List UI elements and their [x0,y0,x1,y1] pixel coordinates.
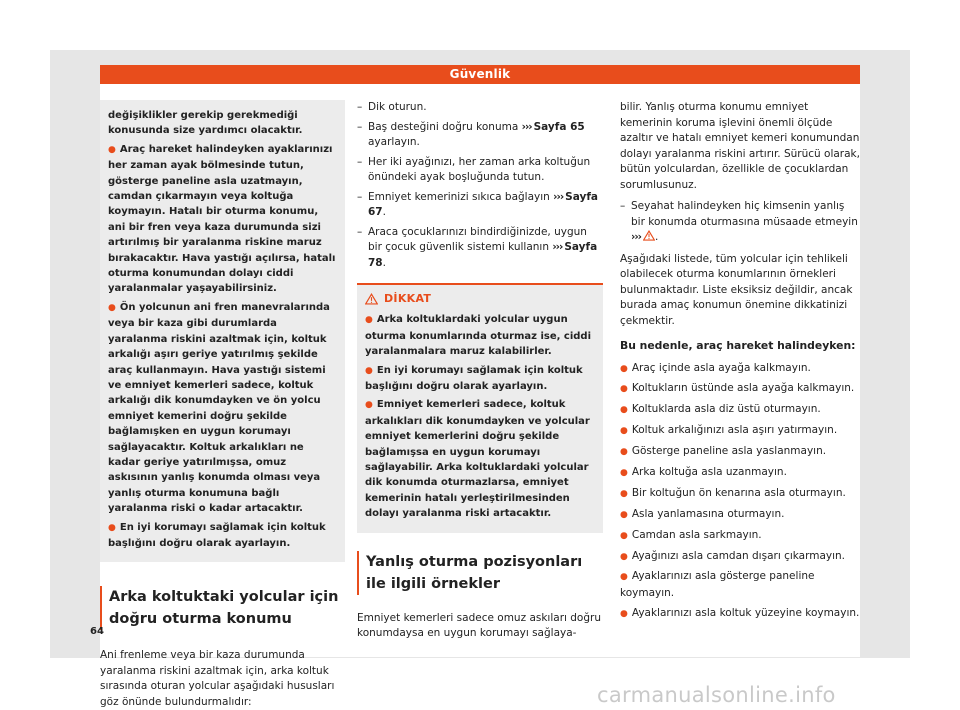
dash-item: – Dik oturun. [357,100,603,116]
list-item: ● Asla yanlamasına oturmayın. [620,507,860,524]
dash-item: – Seyahat halindeyken hiç kimsenin yanlış bir konumda oturmasına müsaade etmeyin ››› . [620,199,860,246]
warning-bullet: ● Ön yolcunun ani fren manevralarında veya bir kaza gibi durumlarda yaralanma riskini azaltmak için, koltuk arkalığı aşırı geriye yatırılmış şekilde araç kullanmayın. Hava yastığı sistemi ve emniyet kemerleri sadece, koltuk arkalığı dik konumdayken ve ön yolcu emniyet kemerini doğru şekilde bağlamışken en uygun korumayı sağlayacaktır. Koltuk arkalıkları ne kadar geriye yatırılmışsa, omuz askısının yanlış konumda olması veya yanlış oturma konumuna bağlı yaralanma riski o kadar artacaktır. [108,300,336,517]
warning-paragraph: değişiklikler gerekip gerekmediği konusunda size yardımcı olacaktır. [108,110,303,137]
list-item: ● Koltuklarda asla diz üstü oturmayın. [620,402,860,419]
warning-heading [365,291,594,306]
list-item: ● Camdan asla sarkmayın. [620,528,860,545]
list-item: ● Gösterge paneline asla yaslanmayın. [620,444,860,461]
dash-item: – Emniyet kemerinizi sıkıca bağlayın ››› Sayfa 67. [357,190,603,221]
page-ref-link[interactable]: Sayfa 78 [368,241,598,269]
body-text: Emniyet kemerleri sadece omuz askıları doğru konumdaysa en uygun korumayı sağlaya- [357,611,601,640]
body-text: Ani frenleme veya bir kaza durumunda yaralanma riskini azaltmak için, arka koltuk sırasında oturan yolcular aşağıdaki hususları göz önünde bulundurmalıdır: [100,649,335,708]
page-ref-link[interactable]: Sayfa 67 [368,190,598,218]
warning-bullet: ● Emniyet kemerleri sadece, koltuk arkalıkları dik konumdayken ve yolcular emniyet kemerlerini doğru şekilde bağlamışsa en uygun korumayı sağlayabilir. Arka koltuklardaki yolcular dik konumda oturmazlarsa, emniyet kemerinin hatalı yerleştirilmesinden dolayı yaralanma riski artacaktır. [365,397,594,521]
warning-bullet: ● En iyi korumayı sağlamak için koltuk başlığını doğru olarak ayarlayın. [108,520,336,552]
page-ref-link[interactable]: Sayfa 65 [533,120,585,133]
warning-box-continued [100,100,345,562]
list-item: ● Bir koltuğun ön kenarına asla oturmayın. [620,486,860,503]
warning-triangle-icon [365,293,378,305]
watermark: carmanualsonline.info [597,683,836,707]
link-arrows-icon: ››› [631,231,641,243]
warning-bullet: ● Arka koltuklardaki yolcular uygun oturma konumlarında oturmaz ise, ciddi yaralanmalara maruz kalabilirler. [365,312,594,359]
page-number: 64 [90,626,104,637]
section-title-wrong-positions: Yanlış oturma pozisyonları ile ilgili örnekler [357,551,603,595]
body-text: Aşağıdaki listede, tüm yolcular için tehlikeli olabilecek oturma konumlarının örnekleri bulunmaktadır. Liste eksiksiz değildir, ancak burada amaç konumun önemine dikkatinizi çekmektir. [620,252,853,327]
list-item: ● Ayaklarınızı asla koltuk yüzeyine koymayın. [620,606,860,623]
warning-heading-label: DİKKAT [384,292,432,305]
column-middle [357,100,603,642]
body-text: bilir. Yanlış oturma konumu emniyet kemerinin koruma işlevini önemli ölçüde azaltır ve hatalı emniyet kemeri konumundan dolayı yaralanma riskini artırır. Sürücü olarak, bütün yolculardan, özellikle de çocuklardan sorumlusunuz. [620,101,860,191]
list-item: ● Araç içinde asla ayağa kalkmayın. [620,361,860,378]
dash-item: – Her iki ayağınızı, her zaman arka koltuğun önündeki ayak boşluğunda tutun. [357,155,603,186]
list-item: ● Ayaklarınızı asla gösterge paneline koymayın. [620,569,860,601]
warning-bullet: ● En iyi korumayı sağlamak için koltuk başlığını doğru olarak ayarlayın. [365,363,594,395]
column-left [100,100,345,710]
warning-bullet: ● Araç hareket halindeyken ayaklarınızı her zaman ayak bölmesinde tutun, gösterge paneline asla uzatmayın, camdan çıkarmayın veya koltuğa koymayın. Hatalı bir oturma konumu, ani bir fren veya kaza durumunda sizi artırılmış bir yaralanma riskine maruz bırakacaktır. Hava yastığı açılırsa, hatalı oturma konumundan dolayı ciddi yaralanmalar yaşayabilirsiniz. [108,142,336,297]
link-arrows-icon: ››› [521,120,532,133]
list-item: ● Ayağınızı asla camdan dışarı çıkarmayın. [620,549,860,566]
page-header: Güvenlik [100,65,860,84]
column-right [620,100,860,627]
link-arrows-icon: ››› [552,241,563,253]
list-item: ● Koltukların üstünde asla ayağa kalkmayın. [620,381,860,398]
subheading: Bu nedenle, araç hareket halindeyken: [620,339,856,352]
dash-item: – Araca çocuklarınızı bindirdiğinizde, uygun bir çocuk güvenlik sistemi kullanın ››› Sayfa 78. [357,225,603,272]
list-item: ● Arka koltuğa asla uzanmayın. [620,465,860,482]
dash-item: – Baş desteğini doğru konuma ››› Sayfa 65 ayarlayın. [357,120,603,151]
section-title-rear-seat: Arka koltuktaki yolcular için doğru oturma konumu [100,586,345,630]
link-arrows-icon: ››› [553,190,564,203]
warning-triangle-icon[interactable] [643,230,655,241]
warning-box [357,283,603,533]
list-item: ● Koltuk arkalığınızı asla aşırı yatırmayın. [620,423,860,440]
